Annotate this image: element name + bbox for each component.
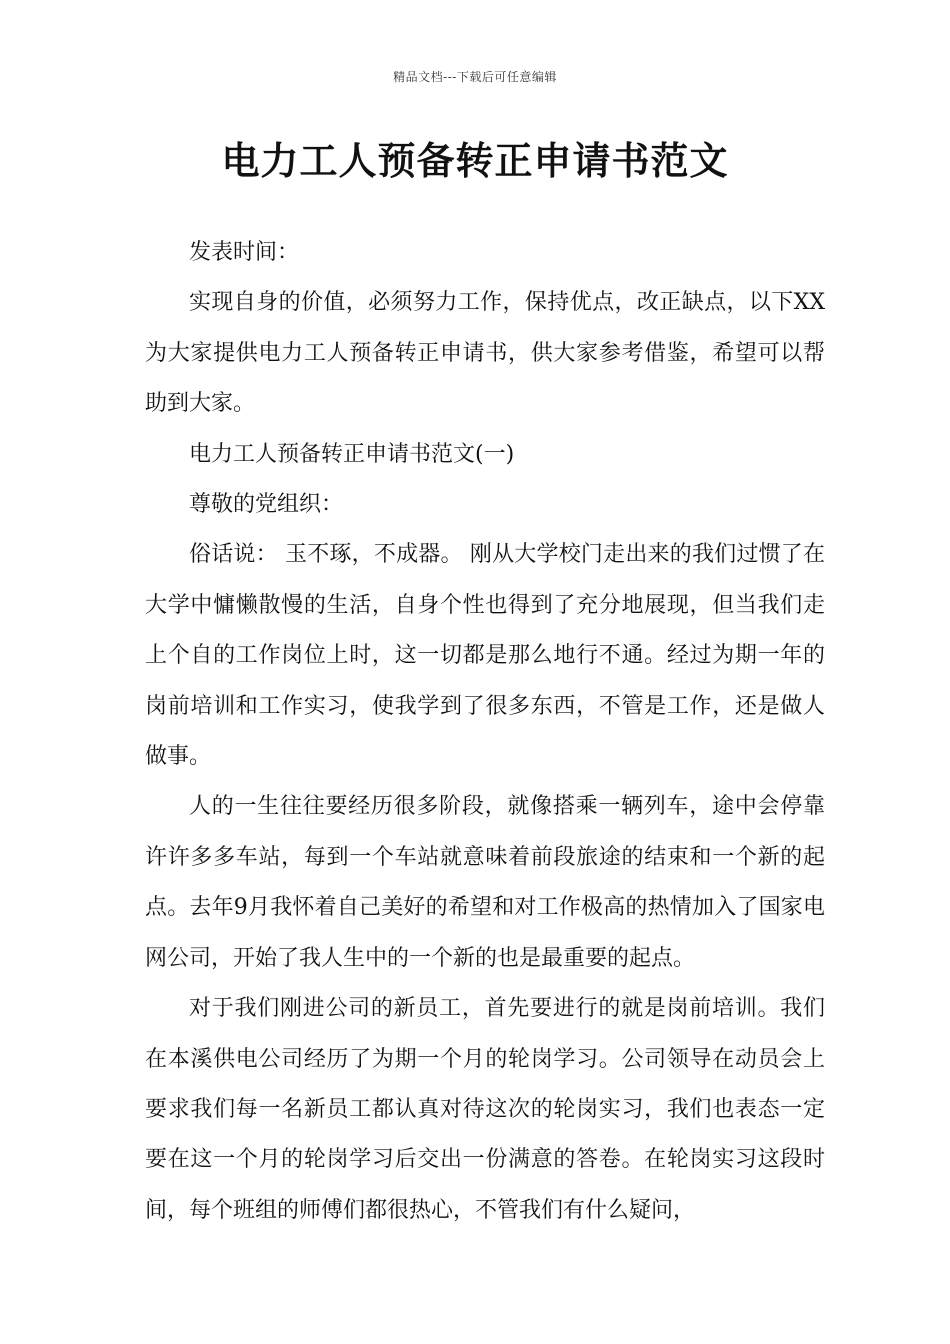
section-heading: 电力工人预备转正申请书范文(一) [189,441,515,467]
document-title: 电力工人预备转正申请书范文 [221,138,729,183]
salutation: 尊敬的党组织： [189,492,344,518]
publish-time-paragraph: 发表时间： [189,240,300,265]
body-paragraph: 俗话说： 玉不琢，不成器。 刚从大学校门走出来的我们过惯了在大学中慵懒散慢的生活，自身个性也得到了充分地展现，但当我们走上个自的工作岗位上时，这一切都是那么地行不通。经过为期一年的岗前培训和工作实习，使我学到了很多东西，不管是工作，还是做人做事。 [145,542,825,770]
body-paragraph: 人的一生往往要经历很多阶段，就像搭乘一辆列车，途中会停靠许许多多车站，每到一个车站就意味着前段旅途的结束和一个新的起点。去年9月我怀着自己美好的希望和对工作极高的热情加入了国家电网公司，开始了我人生中的一个新的也是最重要的起点。 [145,794,825,971]
header-note: 精品文档---下载后可任意编辑 [393,70,557,84]
intro-paragraph: 实现自身的价值，必须努力工作，保持优点，改正缺点，以下XX为大家提供电力工人预备转正申请书，供大家参考借鉴，希望可以帮助到大家。 [145,290,825,417]
document-body [145,228,825,1236]
body-paragraph: 对于我们刚进公司的新员工，首先要进行的就是岗前培训。我们在本溪供电公司经历了为期一个月的轮岗学习。公司领导在动员会上要求我们每一名新员工都认真对待这次的轮岗实习，我们也表态一定要在这一个月的轮岗学习后交出一份满意的答卷。在轮岗实习这段时间，每个班组的师傅们都很热心，不管我们有什么疑问， [145,996,825,1223]
